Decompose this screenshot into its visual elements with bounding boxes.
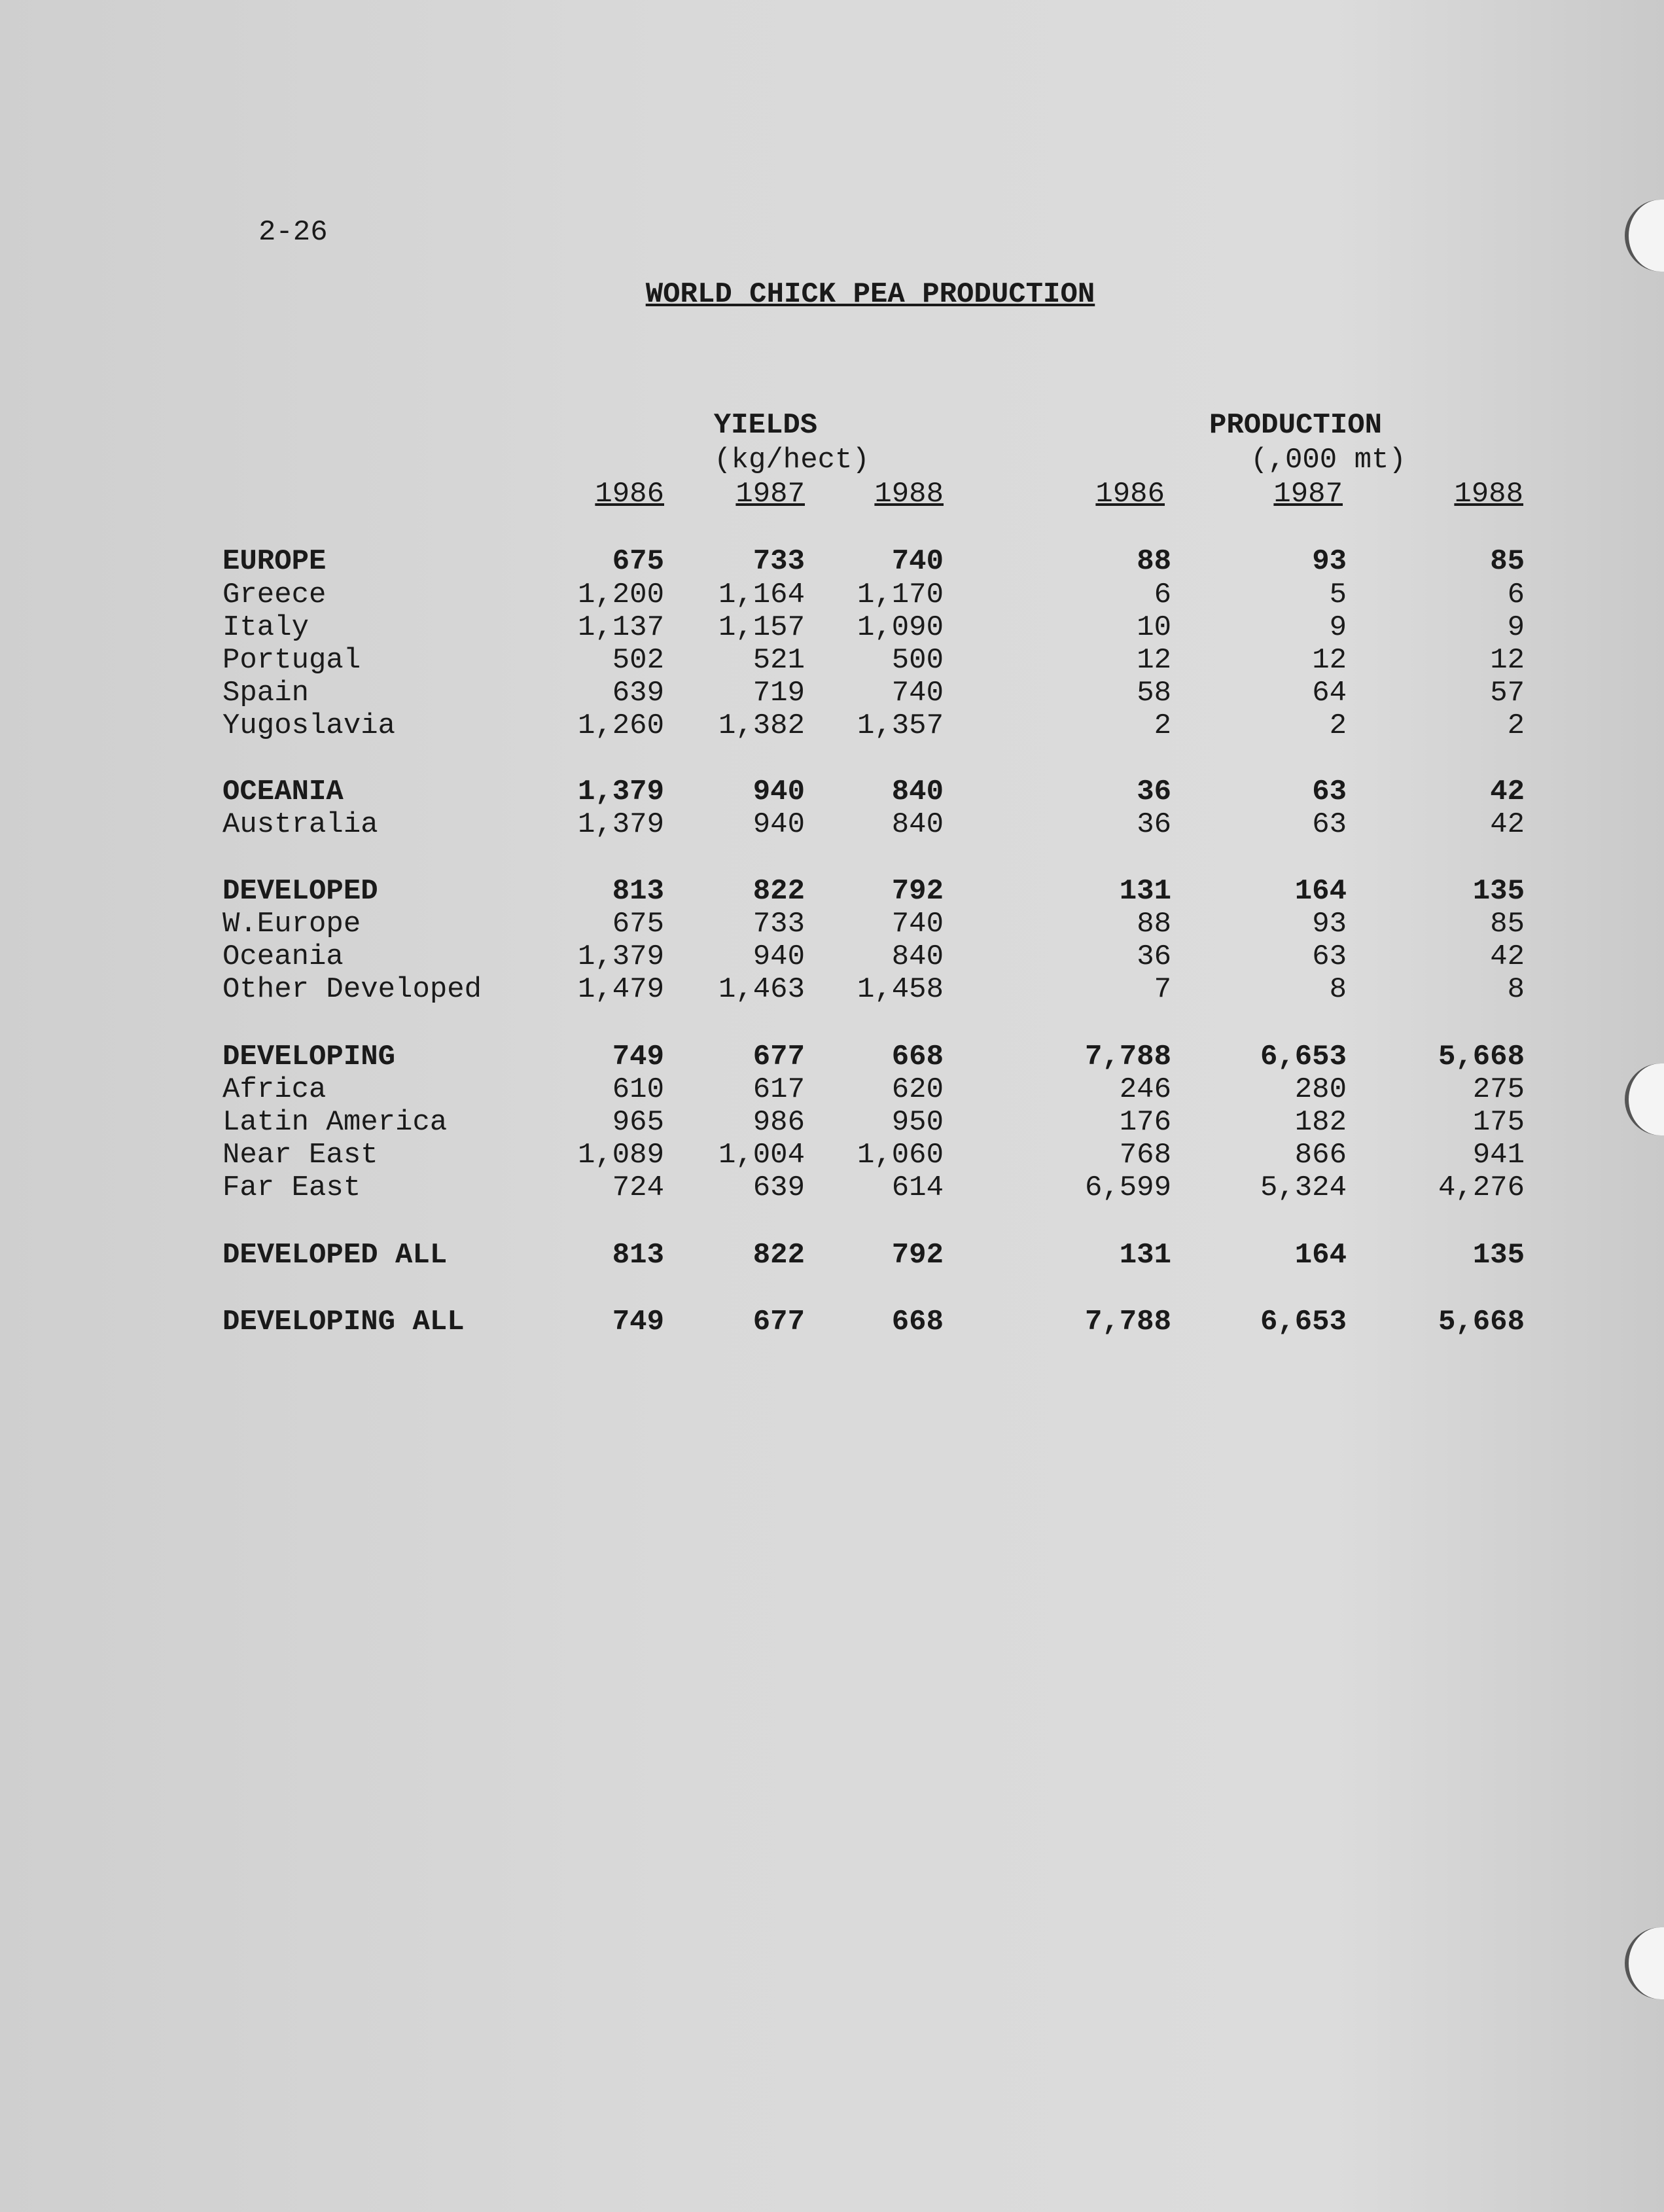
row-label: Africa [222, 1073, 327, 1106]
cell-prod-1987: 6,653 [1260, 1041, 1347, 1073]
cell-yield-1987: 677 [752, 1041, 805, 1073]
year-header-yield-1986: 1986 [595, 478, 664, 510]
table-row [0, 1073, 1664, 1107]
cell-yield-1988: 620 [891, 1073, 944, 1106]
cell-yield-1986: 1,200 [577, 579, 664, 611]
cell-yield-1988: 740 [891, 908, 944, 940]
table-row [0, 1171, 1664, 1205]
cell-prod-1987: 164 [1294, 875, 1347, 908]
cell-prod-1988: 8 [1507, 973, 1525, 1006]
table-row [0, 776, 1664, 810]
cell-prod-1988: 175 [1472, 1106, 1525, 1139]
row-label: DEVELOPED ALL [222, 1239, 448, 1272]
cell-prod-1987: 5 [1329, 579, 1347, 611]
row-label: Italy [222, 611, 310, 644]
cell-yield-1987: 677 [752, 1306, 805, 1338]
cell-prod-1986: 10 [1137, 611, 1171, 644]
cell-prod-1988: 85 [1490, 545, 1525, 578]
year-header-yield-1987: 1987 [735, 478, 805, 510]
cell-yield-1987: 940 [752, 808, 805, 841]
cell-prod-1987: 5,324 [1260, 1171, 1347, 1204]
cell-yield-1986: 1,089 [577, 1139, 664, 1171]
cell-yield-1987: 617 [752, 1073, 805, 1106]
cell-prod-1987: 9 [1329, 611, 1347, 644]
row-label: Yugoslavia [222, 709, 396, 742]
cell-prod-1988: 6 [1507, 579, 1525, 611]
cell-prod-1986: 2 [1154, 709, 1171, 742]
year-header-yield-1988: 1988 [874, 478, 944, 510]
cell-yield-1987: 940 [752, 940, 805, 973]
cell-prod-1986: 176 [1119, 1106, 1171, 1139]
row-label: Australia [222, 808, 378, 841]
cell-yield-1986: 610 [612, 1073, 664, 1106]
year-header-prod-1988: 1988 [1454, 478, 1523, 510]
table-row [0, 611, 1664, 645]
cell-yield-1986: 813 [612, 875, 664, 908]
cell-prod-1987: 280 [1294, 1073, 1347, 1106]
cell-prod-1986: 12 [1137, 644, 1171, 677]
row-label: Spain [222, 677, 310, 709]
cell-yield-1986: 813 [612, 1239, 664, 1272]
cell-yield-1987: 822 [752, 875, 805, 908]
cell-yield-1987: 1,164 [718, 579, 805, 611]
cell-prod-1986: 7,788 [1084, 1041, 1171, 1073]
cell-yield-1986: 965 [612, 1106, 664, 1139]
table-row [0, 677, 1664, 711]
table-row [0, 644, 1664, 678]
cell-prod-1987: 12 [1312, 644, 1347, 677]
row-label: Far East [222, 1171, 361, 1204]
cell-prod-1988: 57 [1490, 677, 1525, 709]
cell-prod-1988: 135 [1472, 875, 1525, 908]
cell-prod-1988: 85 [1490, 908, 1525, 940]
cell-yield-1988: 840 [891, 808, 944, 841]
cell-yield-1988: 500 [891, 644, 944, 677]
row-label: Portugal [222, 644, 361, 677]
table-row [0, 1041, 1664, 1075]
cell-prod-1988: 9 [1507, 611, 1525, 644]
cell-prod-1988: 42 [1490, 940, 1525, 973]
cell-prod-1986: 768 [1119, 1139, 1171, 1171]
cell-prod-1988: 135 [1472, 1239, 1525, 1272]
row-label: DEVELOPING ALL [222, 1306, 465, 1338]
cell-yield-1988: 950 [891, 1106, 944, 1139]
cell-prod-1987: 63 [1312, 808, 1347, 841]
cell-prod-1988: 2 [1507, 709, 1525, 742]
cell-yield-1988: 668 [891, 1041, 944, 1073]
table-row [0, 1139, 1664, 1173]
cell-prod-1988: 275 [1472, 1073, 1525, 1106]
cell-prod-1987: 866 [1294, 1139, 1347, 1171]
cell-prod-1987: 63 [1312, 940, 1347, 973]
cell-yield-1987: 719 [752, 677, 805, 709]
cell-prod-1986: 36 [1137, 808, 1171, 841]
cell-yield-1988: 1,060 [857, 1139, 944, 1171]
cell-yield-1986: 724 [612, 1171, 664, 1204]
punch-hole-top [1625, 200, 1664, 272]
row-label: Other Developed [222, 973, 482, 1006]
table-row [0, 973, 1664, 1007]
row-label: Near East [222, 1139, 378, 1171]
cell-prod-1988: 42 [1490, 776, 1525, 808]
cell-prod-1986: 131 [1119, 1239, 1171, 1272]
cell-prod-1987: 8 [1329, 973, 1347, 1006]
cell-yield-1986: 749 [612, 1306, 664, 1338]
table-row [0, 908, 1664, 942]
cell-yield-1988: 1,170 [857, 579, 944, 611]
production-unit: (,000 mt) [1250, 444, 1406, 476]
cell-prod-1987: 2 [1329, 709, 1347, 742]
cell-yield-1987: 940 [752, 776, 805, 808]
cell-prod-1986: 36 [1137, 940, 1171, 973]
cell-yield-1986: 639 [612, 677, 664, 709]
cell-yield-1987: 733 [752, 908, 805, 940]
cell-prod-1987: 63 [1312, 776, 1347, 808]
page-title: WORLD CHICK PEA PRODUCTION [645, 278, 1095, 311]
cell-prod-1986: 6,599 [1084, 1171, 1171, 1204]
cell-prod-1986: 88 [1137, 545, 1171, 578]
cell-yield-1988: 840 [891, 940, 944, 973]
cell-prod-1986: 6 [1154, 579, 1171, 611]
cell-prod-1986: 7,788 [1084, 1306, 1171, 1338]
punch-hole-bottom [1625, 1927, 1664, 1999]
page-number: 2-26 [258, 216, 328, 249]
cell-yield-1986: 675 [612, 908, 664, 940]
year-header-prod-1987: 1987 [1273, 478, 1343, 510]
table-row [0, 1306, 1664, 1340]
cell-yield-1987: 1,463 [718, 973, 805, 1006]
cell-prod-1988: 4,276 [1438, 1171, 1525, 1204]
cell-yield-1987: 1,157 [718, 611, 805, 644]
cell-prod-1988: 12 [1490, 644, 1525, 677]
cell-yield-1986: 1,379 [577, 940, 664, 973]
row-label: EUROPE [222, 545, 327, 578]
cell-prod-1988: 941 [1472, 1139, 1525, 1171]
cell-yield-1988: 614 [891, 1171, 944, 1204]
cell-yield-1988: 1,090 [857, 611, 944, 644]
cell-prod-1987: 93 [1312, 545, 1347, 578]
cell-prod-1986: 36 [1137, 776, 1171, 808]
cell-yield-1986: 502 [612, 644, 664, 677]
row-label: W.Europe [222, 908, 361, 940]
cell-prod-1988: 5,668 [1438, 1041, 1525, 1073]
cell-yield-1986: 1,479 [577, 973, 664, 1006]
cell-yield-1988: 740 [891, 677, 944, 709]
cell-yield-1987: 1,004 [718, 1139, 805, 1171]
cell-yield-1987: 733 [752, 545, 805, 578]
table-row [0, 579, 1664, 613]
table-row [0, 709, 1664, 743]
cell-yield-1986: 1,260 [577, 709, 664, 742]
cell-prod-1986: 88 [1137, 908, 1171, 940]
cell-prod-1987: 6,653 [1260, 1306, 1347, 1338]
cell-yield-1988: 792 [891, 875, 944, 908]
cell-yield-1987: 1,382 [718, 709, 805, 742]
cell-prod-1988: 42 [1490, 808, 1525, 841]
cell-yield-1987: 822 [752, 1239, 805, 1272]
cell-yield-1987: 986 [752, 1106, 805, 1139]
cell-yield-1986: 1,137 [577, 611, 664, 644]
cell-prod-1986: 246 [1119, 1073, 1171, 1106]
production-header: PRODUCTION [1209, 409, 1383, 442]
cell-yield-1988: 840 [891, 776, 944, 808]
table-row [0, 875, 1664, 909]
cell-yield-1988: 1,458 [857, 973, 944, 1006]
cell-yield-1988: 740 [891, 545, 944, 578]
yields-header: YIELDS [713, 409, 818, 442]
cell-prod-1986: 7 [1154, 973, 1171, 1006]
yields-unit: (kg/hect) [714, 444, 870, 476]
row-label: Oceania [222, 940, 344, 973]
table-row [0, 808, 1664, 842]
cell-prod-1987: 93 [1312, 908, 1347, 940]
row-label: Greece [222, 579, 327, 611]
table-row [0, 940, 1664, 974]
cell-yield-1986: 1,379 [577, 808, 664, 841]
cell-prod-1986: 58 [1137, 677, 1171, 709]
table-row [0, 1106, 1664, 1140]
row-label: DEVELOPING [222, 1041, 396, 1073]
cell-prod-1986: 131 [1119, 875, 1171, 908]
cell-yield-1986: 1,379 [577, 776, 664, 808]
cell-prod-1987: 64 [1312, 677, 1347, 709]
cell-yield-1986: 749 [612, 1041, 664, 1073]
row-label: Latin America [222, 1106, 448, 1139]
table-row [0, 545, 1664, 579]
row-label: DEVELOPED [222, 875, 378, 908]
cell-yield-1987: 521 [752, 644, 805, 677]
year-header-prod-1986: 1986 [1095, 478, 1165, 510]
cell-yield-1986: 675 [612, 545, 664, 578]
row-label: OCEANIA [222, 776, 344, 808]
cell-yield-1988: 792 [891, 1239, 944, 1272]
cell-yield-1988: 668 [891, 1306, 944, 1338]
cell-yield-1987: 639 [752, 1171, 805, 1204]
cell-yield-1988: 1,357 [857, 709, 944, 742]
cell-prod-1988: 5,668 [1438, 1306, 1525, 1338]
cell-prod-1987: 182 [1294, 1106, 1347, 1139]
table-row [0, 1239, 1664, 1273]
cell-prod-1987: 164 [1294, 1239, 1347, 1272]
